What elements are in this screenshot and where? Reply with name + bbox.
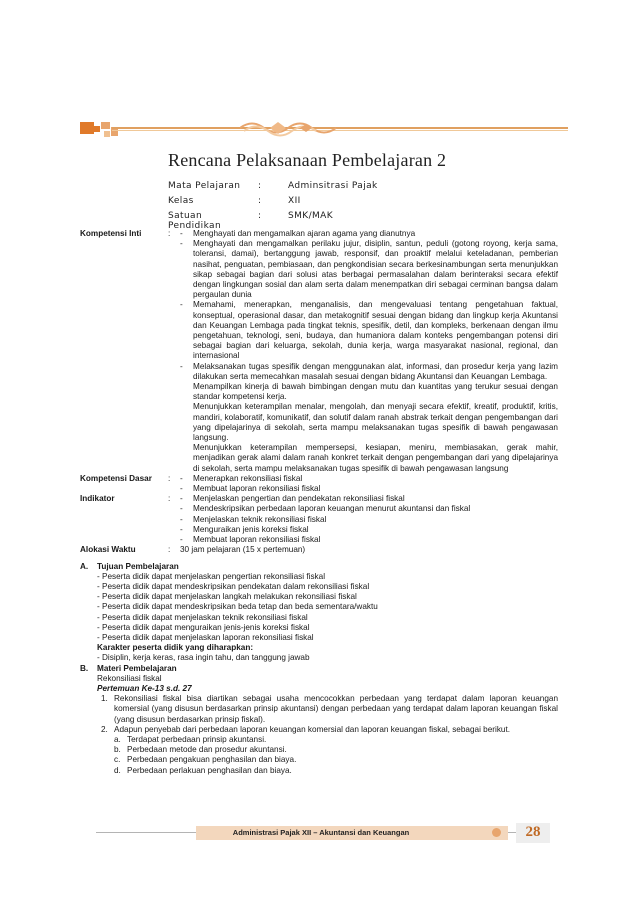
section-label: Indikator	[80, 494, 115, 504]
section-heading: B. Materi Pembelajaran	[80, 663, 177, 673]
lettered-item: d. Perbedaan perlakuan penghasilan dan biaya.	[114, 765, 292, 775]
meta-colon: :	[258, 211, 262, 221]
alokasi-waktu-section	[80, 545, 558, 555]
numbered-item: 2. Adapun penyebab dari perbedaan laporan keuangan komersial dan laporan keuangan fiskal, sebagai berikut.	[101, 724, 511, 734]
section-label: Kompetensi Inti	[80, 229, 142, 238]
section-colon: :	[168, 473, 171, 483]
section-colon: :	[168, 545, 171, 555]
list-item: - Menghayati dan mengamalkan ajaran agama yang dianutnya	[180, 229, 416, 238]
meta-colon: :	[258, 196, 262, 206]
lettered-item: a. Terdapat perbedaan prinsip akuntansi.	[114, 734, 267, 744]
list-item: - Melaksanakan tugas spesifik dengan menggunakan alat, informasi, dan prosedur kerja yang lazim dilakukan serta memecahkan masalah sesuai dengan bidang Akuntansi dan Keuangan Lembaga.	[180, 361, 558, 381]
list-item: - Peserta didik dapat mendeskripsikan beda tetap dan beda sementara/waktu	[97, 602, 378, 612]
list-item: - Membuat laporan rekonsiliasi fiskal	[180, 484, 321, 494]
meta-key: Mata Pelajaran	[168, 181, 241, 191]
lettered-item: c. Perbedaan pengakuan penghasilan dan biaya.	[114, 755, 297, 765]
list-item: - Menerapkan rekonsiliasi fiskal	[180, 473, 303, 483]
list-item: - Menjelaskan teknik rekonsiliasi fiskal	[180, 514, 327, 524]
list-item: - Menjelaskan pengertian dan pendekatan rekonsiliasi fiskal	[180, 494, 405, 504]
tujuan-section	[80, 562, 558, 664]
meta-row	[168, 211, 378, 231]
lesson-meta	[168, 181, 378, 231]
karakter-heading: Karakter peserta didik yang diharapkan:	[97, 643, 254, 653]
list-item: - Memahami, menerapkan, menganalisis, dan mengevaluasi tentang pengetahuan faktual, konseptual, operasional dasar, dan metakognitif sesuai dengan bidang dan lingkup kerja Akuntansi dan Keuangan Lembaga pada tingkat teknis, spesifik, detil, dan kompleks, berkenaan dengan ilmu pengetahuan, teknologi, seni, budaya, dan humaniora dalam konteks pengembangan potensi diri sebagai bagian dari keluarga, sekolah, dunia kerja, warga masyarakat nasional, regional, dan internasional	[180, 300, 558, 361]
meta-colon: :	[258, 181, 262, 191]
section-label: Alokasi Waktu	[80, 545, 136, 555]
footer-dot-icon	[492, 828, 501, 837]
footer-book-title: Administrasi Pajak XII – Akuntansi dan Keuangan	[232, 828, 410, 837]
section-content	[180, 474, 558, 494]
page-number: 28	[525, 824, 541, 840]
page-title: Rencana Pelaksanaan Pembelajaran 2	[168, 150, 447, 170]
paragraph: Menunjukkan keterampilan mempersepsi, kesiapan, meniru, membiasakan, gerak mahir, menjadikan gerak alami dalam ranah konkret terkait dengan pengembangan dari yang dipelajarinya di sekolah, serta mampu melaksanakan tugas spesifik di bawah pengawasan langsung	[193, 443, 558, 473]
list-item: - Peserta didik dapat menjelaskan laporan rekonsiliasi fiskal	[97, 632, 314, 642]
header-wave-ornament	[240, 117, 350, 139]
document-body	[80, 229, 558, 776]
meta-value: SMK/MAK	[288, 211, 334, 221]
list-item: - Peserta didik dapat mendeskripsikan pendekatan dalam rekonsiliasi fiskal	[97, 581, 370, 591]
kompetensi-inti-section	[80, 229, 558, 474]
list-item: - Peserta didik dapat menjelaskan langkah melakukan rekonsiliasi fiskal	[97, 592, 357, 602]
materi-subject: Rekonsiliasi fiskal	[97, 673, 162, 683]
paragraph: Menampilkan kinerja di bawah bimbingan dengan mutu dan kuantitas yang terukur sesuai dengan standar kompetensi kerja.	[193, 382, 558, 402]
section-label: Kompetensi Dasar	[80, 473, 152, 483]
list-item: - Peserta didik dapat menjelaskan teknik rekonsiliasi fiskal	[97, 612, 308, 622]
lettered-item: b. Perbedaan metode dan prosedur akuntansi.	[114, 745, 287, 755]
indikator-section	[80, 494, 558, 545]
kompetensi-dasar-section	[80, 474, 558, 494]
list-item: - Mendeskripsikan perbedaan laporan keuangan menurut akuntansi dan fiskal	[180, 504, 471, 514]
section-content	[180, 494, 558, 545]
karakter-item: - Disiplin, kerja keras, rasa ingin tahu, dan tanggung jawab	[97, 653, 310, 663]
list-item: - Membuat laporan rekonsiliasi fiskal	[180, 535, 321, 545]
paragraph: Menunjukkan keterampilan menalar, mengolah, dan menyaji secara efektif, kreatif, produktif, kritis, mandiri, kolaboratif, komunikatif, dan solutif dalam ranah abstrak terkait dengan pengembangan dari yang dipelajarinya di sekolah, serta mampu melaksanakan tugas spesifik di bawah pengawasan langsung.	[193, 402, 558, 443]
meta-key: Satuan Pendidikan	[168, 211, 222, 231]
meta-row	[168, 181, 378, 196]
tujuan-list	[80, 572, 558, 664]
materi-section	[80, 664, 558, 776]
pertemuan-label: Pertemuan Ke-13 s.d. 27	[97, 683, 192, 693]
list-item: - Peserta didik dapat menguraikan jenis-jenis koreksi fiskal	[97, 622, 310, 632]
materi-content	[80, 674, 558, 776]
list-item: - Peserta didik dapat menjelaskan pengertian rekonsiliasi fiskal	[97, 571, 326, 581]
meta-row	[168, 196, 378, 211]
section-colon: :	[168, 229, 171, 238]
numbered-item: 1. Rekonsiliasi fiskal bisa diartikan sebagai usaha mencocokkan perbedaan yang terdapat dalam laporan keuangan komersial (yang disusun berdasarkan prinsip akuntansi) dengan perbedaan yang terdapat dalam laporan keuangan fiskal (yang disusun berdasarkan prinsip fiskal).	[101, 694, 558, 724]
section-content	[180, 229, 558, 474]
section-value: 30 jam pelajaran (15 x pertemuan)	[180, 545, 306, 555]
section-colon: :	[168, 494, 171, 504]
list-item: - Menghayati dan mengamalkan perilaku jujur, disiplin, santun, peduli (gotong royong, kerja sama, toleransi, damai), bertanggung jawab, responsif, dan proaktif melalui keteladanan, pemberian nasihat, penguatan, pembiasaan, dan pengkondisian secara berkesinambungan serta menunjukkan sikap sebagai bagian dari solusi atas berbagai permasalahan dalam berinteraksi secara efektif dengan lingkungan sosial dan alam serta dalam menempatkan diri sebagai cerminan bangsa dalam pergaulan dunia	[180, 239, 558, 300]
list-item: - Menguraikan jenis koreksi fiskal	[180, 524, 309, 534]
meta-value: Adminsitrasi Pajak	[288, 181, 378, 191]
meta-value: XII	[288, 196, 301, 206]
section-heading: A. Tujuan Pembelajaran	[80, 561, 179, 571]
meta-key: Kelas	[168, 196, 194, 206]
